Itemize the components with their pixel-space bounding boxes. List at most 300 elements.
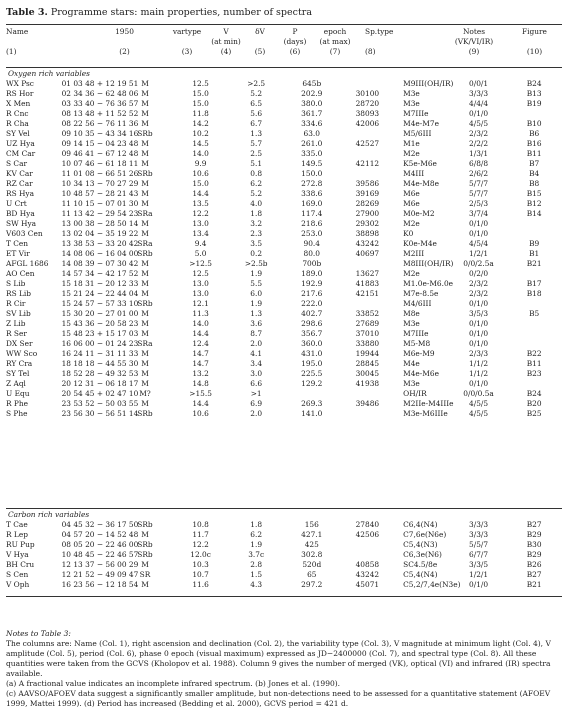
cell-col3: M	[141, 369, 149, 378]
cell-col3: M	[141, 379, 149, 388]
cell-col5: 3.7c	[248, 550, 265, 559]
cell-col6: 380.0	[301, 99, 323, 108]
cell-col7: 39486	[355, 399, 380, 408]
cell-col8: M4e	[403, 359, 420, 368]
cell-col8: M5/6III	[403, 129, 432, 138]
table-row	[6, 79, 562, 89]
cell-col7: 33852	[355, 309, 380, 318]
cell-col10: B25	[526, 409, 542, 418]
cell-col3	[165, 37, 209, 47]
cell-col4: 13.0	[192, 289, 209, 298]
cell-col5: 4.0	[250, 199, 263, 208]
cell-col6: 129.2	[301, 379, 323, 388]
cell-col6: 427.1	[301, 530, 323, 539]
cell-col9: 1/2/1	[469, 570, 489, 579]
cell-col1: CM Car	[6, 149, 36, 158]
cell-col1: R Cir	[6, 299, 26, 308]
cell-col5: 5.5	[250, 279, 263, 288]
cell-col1: R Ser	[6, 329, 27, 338]
cell-col3: M	[141, 139, 149, 148]
cell-col6: 80.0	[303, 249, 320, 258]
cell-col3: M	[141, 319, 149, 328]
cell-col10	[506, 299, 562, 309]
header-row-1	[6, 27, 562, 37]
cell-col9: 0/1/0	[469, 299, 489, 308]
cell-col1: WX Psc	[6, 79, 34, 88]
cell-col3: M	[141, 179, 149, 188]
cell-col6: 334.6	[301, 119, 323, 128]
cell-col2: 15 18 31 − 20 12 33	[61, 279, 139, 288]
cell-col2: 12 13 37 − 56 00 29	[61, 560, 139, 569]
cell-col2: 12 21 52 − 49 09 47	[61, 570, 139, 579]
cell-col6: 192.9	[301, 279, 323, 288]
cell-col7: 42527	[355, 139, 380, 148]
cell-col7: 39586	[355, 179, 380, 188]
cell-col6: 431.0	[301, 349, 323, 358]
cell-col3: SRb	[137, 249, 153, 258]
cell-col1: U Equ	[6, 389, 30, 398]
cell-col10	[506, 339, 562, 349]
cell-col8: M3e	[403, 379, 420, 388]
cell-col3: SRb	[137, 299, 153, 308]
cell-col1: V Oph	[6, 580, 30, 589]
cell-col6: 63.0	[303, 129, 320, 138]
cell-col1: KV Car	[6, 169, 33, 178]
cell-col4: 13.5	[192, 199, 209, 208]
cell-col1: R Cha	[6, 119, 29, 128]
cell-col3: M	[141, 309, 149, 318]
cell-col8: M8III(OH/IR)	[403, 259, 454, 268]
table-row	[6, 299, 562, 309]
cell-col9: 0/1/0	[469, 339, 489, 348]
cell-col3: M	[141, 289, 149, 298]
cell-col8: C6,4(N4)	[403, 520, 438, 529]
cell-col10	[506, 109, 562, 119]
cell-col7	[340, 540, 396, 550]
cell-col7: (at max)	[319, 37, 351, 46]
cell-col1: BH Cru	[6, 560, 35, 569]
cell-col10: B24	[526, 389, 542, 398]
cell-col10: B9	[529, 239, 540, 248]
section-rule	[6, 508, 562, 509]
cell-col1: RS Hor	[6, 89, 34, 98]
cell-col3: M	[141, 119, 149, 128]
cell-col5: 4.3	[250, 580, 263, 589]
cell-col3: M	[141, 560, 149, 569]
cell-col8: M4e-M8e	[403, 179, 439, 188]
table-notes	[6, 629, 562, 709]
cell-col5: (5)	[254, 47, 266, 56]
cell-col3: M	[141, 189, 149, 198]
table-row	[6, 279, 562, 289]
cell-col9: 3/3/3	[469, 520, 489, 529]
cell-col3: M	[141, 229, 149, 238]
cell-col8: M6e-M9	[403, 349, 435, 358]
cell-col9: 4/4/4	[469, 99, 489, 108]
cell-col10: B27	[526, 570, 542, 579]
cell-col9: 0/1/0	[469, 219, 489, 228]
cell-col9: Notes	[462, 27, 486, 36]
cell-col8: M9III(OH/IR)	[403, 79, 454, 88]
cell-col8: M4e-M7e	[403, 119, 439, 128]
cell-col7: 42151	[355, 289, 380, 298]
cell-col6: (6)	[289, 47, 301, 56]
cell-col1: Z Lib	[6, 319, 26, 328]
cell-col3: M	[141, 219, 149, 228]
cell-col3: M	[141, 89, 149, 98]
cell-col2: 10 48 57 − 28 21 43	[61, 189, 139, 198]
cell-col5	[243, 37, 277, 47]
note-c: (c) AAVSO/AFOEV data suggest a significantly smaller amplitude, but non-detections need to be assessed for a quantitative statement (AFOEV 1999, Mattei 1999). (d) Period has increased (Bedding et al. 2000), GCVS period = 421 d.	[6, 689, 551, 708]
cell-col9: 0/1/0	[469, 109, 489, 118]
table-row	[6, 139, 562, 149]
cell-col2: 14 57 34 − 42 17 52	[61, 269, 139, 278]
cell-col3: M	[141, 279, 149, 288]
cell-col2: 15 24 57 − 57 33 10	[61, 299, 139, 308]
table-row	[6, 550, 562, 560]
cell-col6: 425	[304, 540, 319, 549]
cell-col2: 15 21 24 − 22 44 04	[61, 289, 139, 298]
cell-col8: M6e	[403, 189, 420, 198]
cell-col4: 14.4	[192, 189, 209, 198]
cell-col9: 0/0/1	[469, 79, 489, 88]
cell-col9: 0/0/2.5a	[463, 259, 494, 268]
cell-col4: >12.5	[189, 259, 212, 268]
cell-col3: M	[141, 159, 149, 168]
cell-col7: 39169	[355, 189, 380, 198]
section-oxygen	[6, 69, 562, 79]
cell-col4: 14.0	[192, 149, 209, 158]
cell-col6: 202.9	[301, 89, 323, 98]
cell-col4: 13.2	[192, 369, 209, 378]
cell-col8: M4/6III	[403, 299, 432, 308]
cell-col2: 10 48 45 − 22 46 57	[61, 550, 139, 559]
cell-col2: 04 57 20 − 14 52 48	[61, 530, 139, 539]
cell-col1: RS Lib	[6, 289, 31, 298]
cell-col10	[506, 379, 562, 389]
cell-col5: 1.9	[250, 269, 263, 278]
cell-col8: M0e-M2	[403, 209, 435, 218]
cell-col6: 65	[307, 570, 317, 579]
cell-col6: 298.6	[301, 319, 323, 328]
cell-col4: 13.0	[192, 279, 209, 288]
cell-col10: B20	[526, 399, 542, 408]
cell-col4: 10.7	[192, 570, 209, 579]
table-row	[6, 339, 562, 349]
cell-col3: SRb	[137, 550, 153, 559]
cell-col10: B22	[526, 349, 542, 358]
cell-col9: 5/7/7	[469, 189, 489, 198]
cell-col5: 1.3	[250, 309, 263, 318]
cell-col4: 14.4	[192, 329, 209, 338]
cell-col4: 14.7	[192, 349, 209, 358]
cell-col1: SY Tel	[6, 369, 30, 378]
cell-col2: 23 53 52 − 50 03 55	[61, 399, 139, 408]
cell-col4: 10.6	[192, 169, 209, 178]
cell-col4: V	[223, 27, 229, 36]
table-row	[6, 369, 562, 379]
cell-col3: M	[141, 269, 149, 278]
cell-col2: 03 33 40 − 76 36 57	[61, 99, 139, 108]
table-row	[6, 289, 562, 299]
cell-col2: 16 23 56 − 12 18 54	[61, 580, 139, 589]
cell-col1: Name	[6, 27, 29, 36]
cell-col4: 14.0	[192, 319, 209, 328]
cell-col2: 20 54 45 + 02 47 10	[61, 389, 139, 398]
cell-col7: 28720	[355, 99, 380, 108]
cell-col6: 360.0	[301, 339, 323, 348]
cell-col8: M3e-M6IIIe	[403, 409, 448, 418]
cell-col6: 356.7	[301, 329, 323, 338]
cell-col10	[506, 319, 562, 329]
cell-col8: M7IIIe	[403, 109, 429, 118]
header-row-2	[6, 37, 562, 47]
cell-col9: 0/1/0	[469, 580, 489, 589]
table-row	[6, 159, 562, 169]
cell-col8: K0	[403, 229, 414, 238]
table-row	[6, 219, 562, 229]
cell-col5: 1.9	[250, 540, 263, 549]
cell-col5: 2.0	[250, 409, 263, 418]
table-row	[6, 209, 562, 219]
cell-col10: B7	[529, 159, 540, 168]
table-row	[6, 409, 562, 419]
cell-col10	[506, 229, 562, 239]
cell-col10: B29	[526, 550, 542, 559]
cell-col8: M7e-8.5e	[403, 289, 439, 298]
cell-col3: vartype	[172, 27, 202, 36]
cell-col3: SRa	[137, 339, 153, 348]
cell-col4: 12.4	[192, 339, 209, 348]
table-row	[6, 399, 562, 409]
cell-col2: 14 08 39 − 07 30 42	[61, 259, 139, 268]
cell-col10: B27	[526, 520, 542, 529]
cell-col8: M3e	[403, 89, 420, 98]
cell-col7	[340, 259, 396, 269]
table-row	[6, 560, 562, 570]
cell-col4: 12.1	[192, 299, 209, 308]
table-header	[6, 27, 562, 57]
cell-col10: B24	[526, 79, 542, 88]
cell-col10: B26	[526, 560, 542, 569]
cell-col6: P	[292, 27, 298, 36]
cell-col9: 2/3/3	[469, 349, 489, 358]
table-row	[6, 379, 562, 389]
cell-col3: M	[141, 399, 149, 408]
cell-col10: B12	[526, 199, 542, 208]
cell-col6: 217.6	[301, 289, 323, 298]
table-row	[6, 179, 562, 189]
cell-col3: SRa	[137, 239, 153, 248]
cell-col1: RZ Car	[6, 179, 33, 188]
cell-col10: Figure	[522, 27, 547, 36]
cell-col5: 6.6	[250, 379, 263, 388]
cell-col6: 141.0	[301, 409, 323, 418]
cell-col8: K0e-M4e	[403, 239, 437, 248]
cell-col10: B1	[529, 249, 540, 258]
cell-col4: 12.5	[192, 269, 209, 278]
cell-col4: (at min)	[211, 37, 241, 46]
cell-col4: 9.4	[194, 239, 207, 248]
section-oxygen-label: Oxygen rich variables	[8, 69, 90, 78]
cell-col2: 13 00 38 − 28 50 14	[61, 219, 139, 228]
cell-col1: S Car	[6, 159, 28, 168]
cell-col3: M	[141, 259, 149, 268]
cell-col5: 5.6	[250, 109, 263, 118]
table-row	[6, 149, 562, 159]
cell-col9: 1/1/2	[469, 359, 489, 368]
cell-col1: (1)	[6, 47, 17, 56]
table-row	[6, 329, 562, 339]
cell-col1: R Lep	[6, 530, 28, 539]
cell-col2: 11 13 42 − 29 54 23	[61, 209, 139, 218]
cell-col10: B23	[526, 369, 542, 378]
cell-col3: SRb	[137, 540, 153, 549]
cell-col6: 645b	[302, 79, 322, 88]
table-row	[6, 89, 562, 99]
cell-col2: 18 18 18 − 44 55 30	[61, 359, 139, 368]
table-row	[6, 169, 562, 179]
cell-col7: 40697	[355, 249, 380, 258]
table-row	[6, 580, 562, 590]
cell-col4: 10.3	[192, 560, 209, 569]
cell-col5: 4.1	[250, 349, 263, 358]
cell-col5: 0.8	[250, 169, 263, 178]
table-row	[6, 540, 562, 550]
notes-paragraph: The columns are: Name (Col. 1), right ascension and declination (Col. 2), the variability type (Col. 3), V magnitude at minimum light (Col. 4), V amplitude (Col. 5), period (Col. 6), phase 0 epoch (visual maximum) expressed as JD−2400000 (Col. 7), and spectral type (Col. 8). All these quantities were taken from the GCVS (Kholopov et al. 1988). Column 9 gives the number of merged (VK), optical (VI) and infrared (IR) spectra available.	[6, 639, 551, 678]
cell-col3: M	[141, 349, 149, 358]
cell-col6: 90.4	[303, 239, 320, 248]
cell-col2: 09 46 41 − 67 12 48	[61, 149, 139, 158]
cell-col3: M	[141, 149, 149, 158]
cell-col7	[340, 409, 396, 419]
cell-col1: RY Cra	[6, 359, 33, 368]
cell-col3: M	[141, 329, 149, 338]
cell-col10: B6	[529, 129, 540, 138]
cell-col9: 0/1/0	[469, 319, 489, 328]
table-row	[6, 319, 562, 329]
table-row	[6, 109, 562, 119]
cell-col9: 0/0/0.5a	[463, 389, 494, 398]
cell-col3: SRb	[137, 520, 153, 529]
cell-col6: 222.0	[301, 299, 323, 308]
cell-col8: M2e	[403, 269, 420, 278]
cell-col6	[284, 389, 340, 399]
cell-col10: B21	[526, 580, 542, 589]
cell-col5: 5.1	[250, 159, 263, 168]
cell-col3: M	[141, 109, 149, 118]
cell-col1: RS Hya	[6, 189, 35, 198]
cell-col7	[340, 299, 396, 309]
cell-col7	[340, 79, 396, 89]
cell-col1: S Phe	[6, 409, 28, 418]
cell-col7	[340, 389, 396, 399]
cell-col7	[340, 129, 396, 139]
section-carbon-label: Carbon rich variables	[8, 510, 90, 519]
cell-col2: 23 56 30 − 56 51 14	[61, 409, 139, 418]
cell-col5: 3.4	[250, 359, 263, 368]
cell-col7: 41938	[355, 379, 380, 388]
cell-col7: 28845	[355, 359, 380, 368]
cell-col10: B14	[526, 209, 542, 218]
cell-col7	[340, 149, 396, 159]
cell-col2: 20 12 31 − 06 18 17	[61, 379, 139, 388]
cell-col3: SRa	[137, 209, 153, 218]
cell-col5: 3.2	[250, 219, 263, 228]
cell-col6: 225.5	[301, 369, 323, 378]
cell-col4: 14.5	[192, 139, 209, 148]
table-row	[6, 129, 562, 139]
cell-col6: 297.2	[301, 580, 323, 589]
cell-col6: 195.0	[301, 359, 323, 368]
cell-col4: 12.2	[192, 540, 209, 549]
cell-col9: 1/2/1	[469, 249, 489, 258]
cell-col10: B4	[529, 169, 540, 178]
table-row	[6, 520, 562, 530]
cell-col10: B11	[526, 359, 542, 368]
cell-col1: R Phe	[6, 399, 29, 408]
cell-col2	[84, 37, 165, 47]
cell-col4: 11.6	[192, 580, 209, 589]
cell-col6: 269.3	[301, 399, 323, 408]
cell-col7: 38093	[355, 109, 380, 118]
cell-col10: B8	[529, 179, 540, 188]
cell-col8: M5-M8	[403, 339, 431, 348]
cell-col6: 402.7	[301, 309, 323, 318]
cell-col6: 700b	[302, 259, 322, 268]
cell-col7: 42006	[355, 119, 380, 128]
cell-col1: AFGL 1686	[6, 259, 49, 268]
cell-col5: 8.7	[250, 329, 263, 338]
header-rule	[6, 67, 562, 68]
table-row	[6, 309, 562, 319]
cell-col7: 43242	[355, 239, 380, 248]
note-a: (a) A fractional value indicates an incomplete infrared spectrum. (b) Jones et al. (1990).	[6, 679, 341, 688]
cell-col4: 10.6	[192, 409, 209, 418]
cell-col8: (8)	[365, 47, 376, 56]
cell-col5: 2.3	[250, 229, 263, 238]
cell-col6: 335.0	[301, 149, 323, 158]
cell-col6: 149.5	[301, 159, 323, 168]
cell-col10: B15	[526, 189, 542, 198]
cell-col2: 11 01 08 − 66 51 26	[61, 169, 139, 178]
cell-col8: M2III	[403, 249, 425, 258]
cell-col7: 19944	[355, 349, 380, 358]
cell-col6: 218.6	[301, 219, 323, 228]
cell-col9: 1/3/1	[469, 149, 489, 158]
cell-col7: 27689	[355, 319, 380, 328]
cell-col8: M4III	[403, 169, 425, 178]
cell-col6: 150.0	[301, 169, 323, 178]
cell-col9: 2/3/2	[469, 289, 489, 298]
cell-col9: 0/1/0	[469, 329, 489, 338]
cell-col1: S Cen	[6, 570, 29, 579]
cell-col8	[357, 37, 441, 47]
cell-col5: 1.5	[250, 570, 263, 579]
cell-col8: M3e	[403, 319, 420, 328]
table-row	[6, 199, 562, 209]
cell-col2: 08 22 56 − 76 11 36	[61, 119, 139, 128]
cell-col9: 1/1/2	[469, 369, 489, 378]
cell-col9: (9)	[468, 47, 480, 56]
cell-col7: 29302	[355, 219, 380, 228]
cell-col2: 10 07 46 − 61 18 11	[61, 159, 139, 168]
cell-col4: 11.7	[192, 530, 209, 539]
cell-col4: 12.0c	[190, 550, 211, 559]
cell-col6: 361.7	[301, 109, 323, 118]
oxygen-table	[6, 69, 562, 419]
cell-col5: 1.8	[250, 520, 263, 529]
